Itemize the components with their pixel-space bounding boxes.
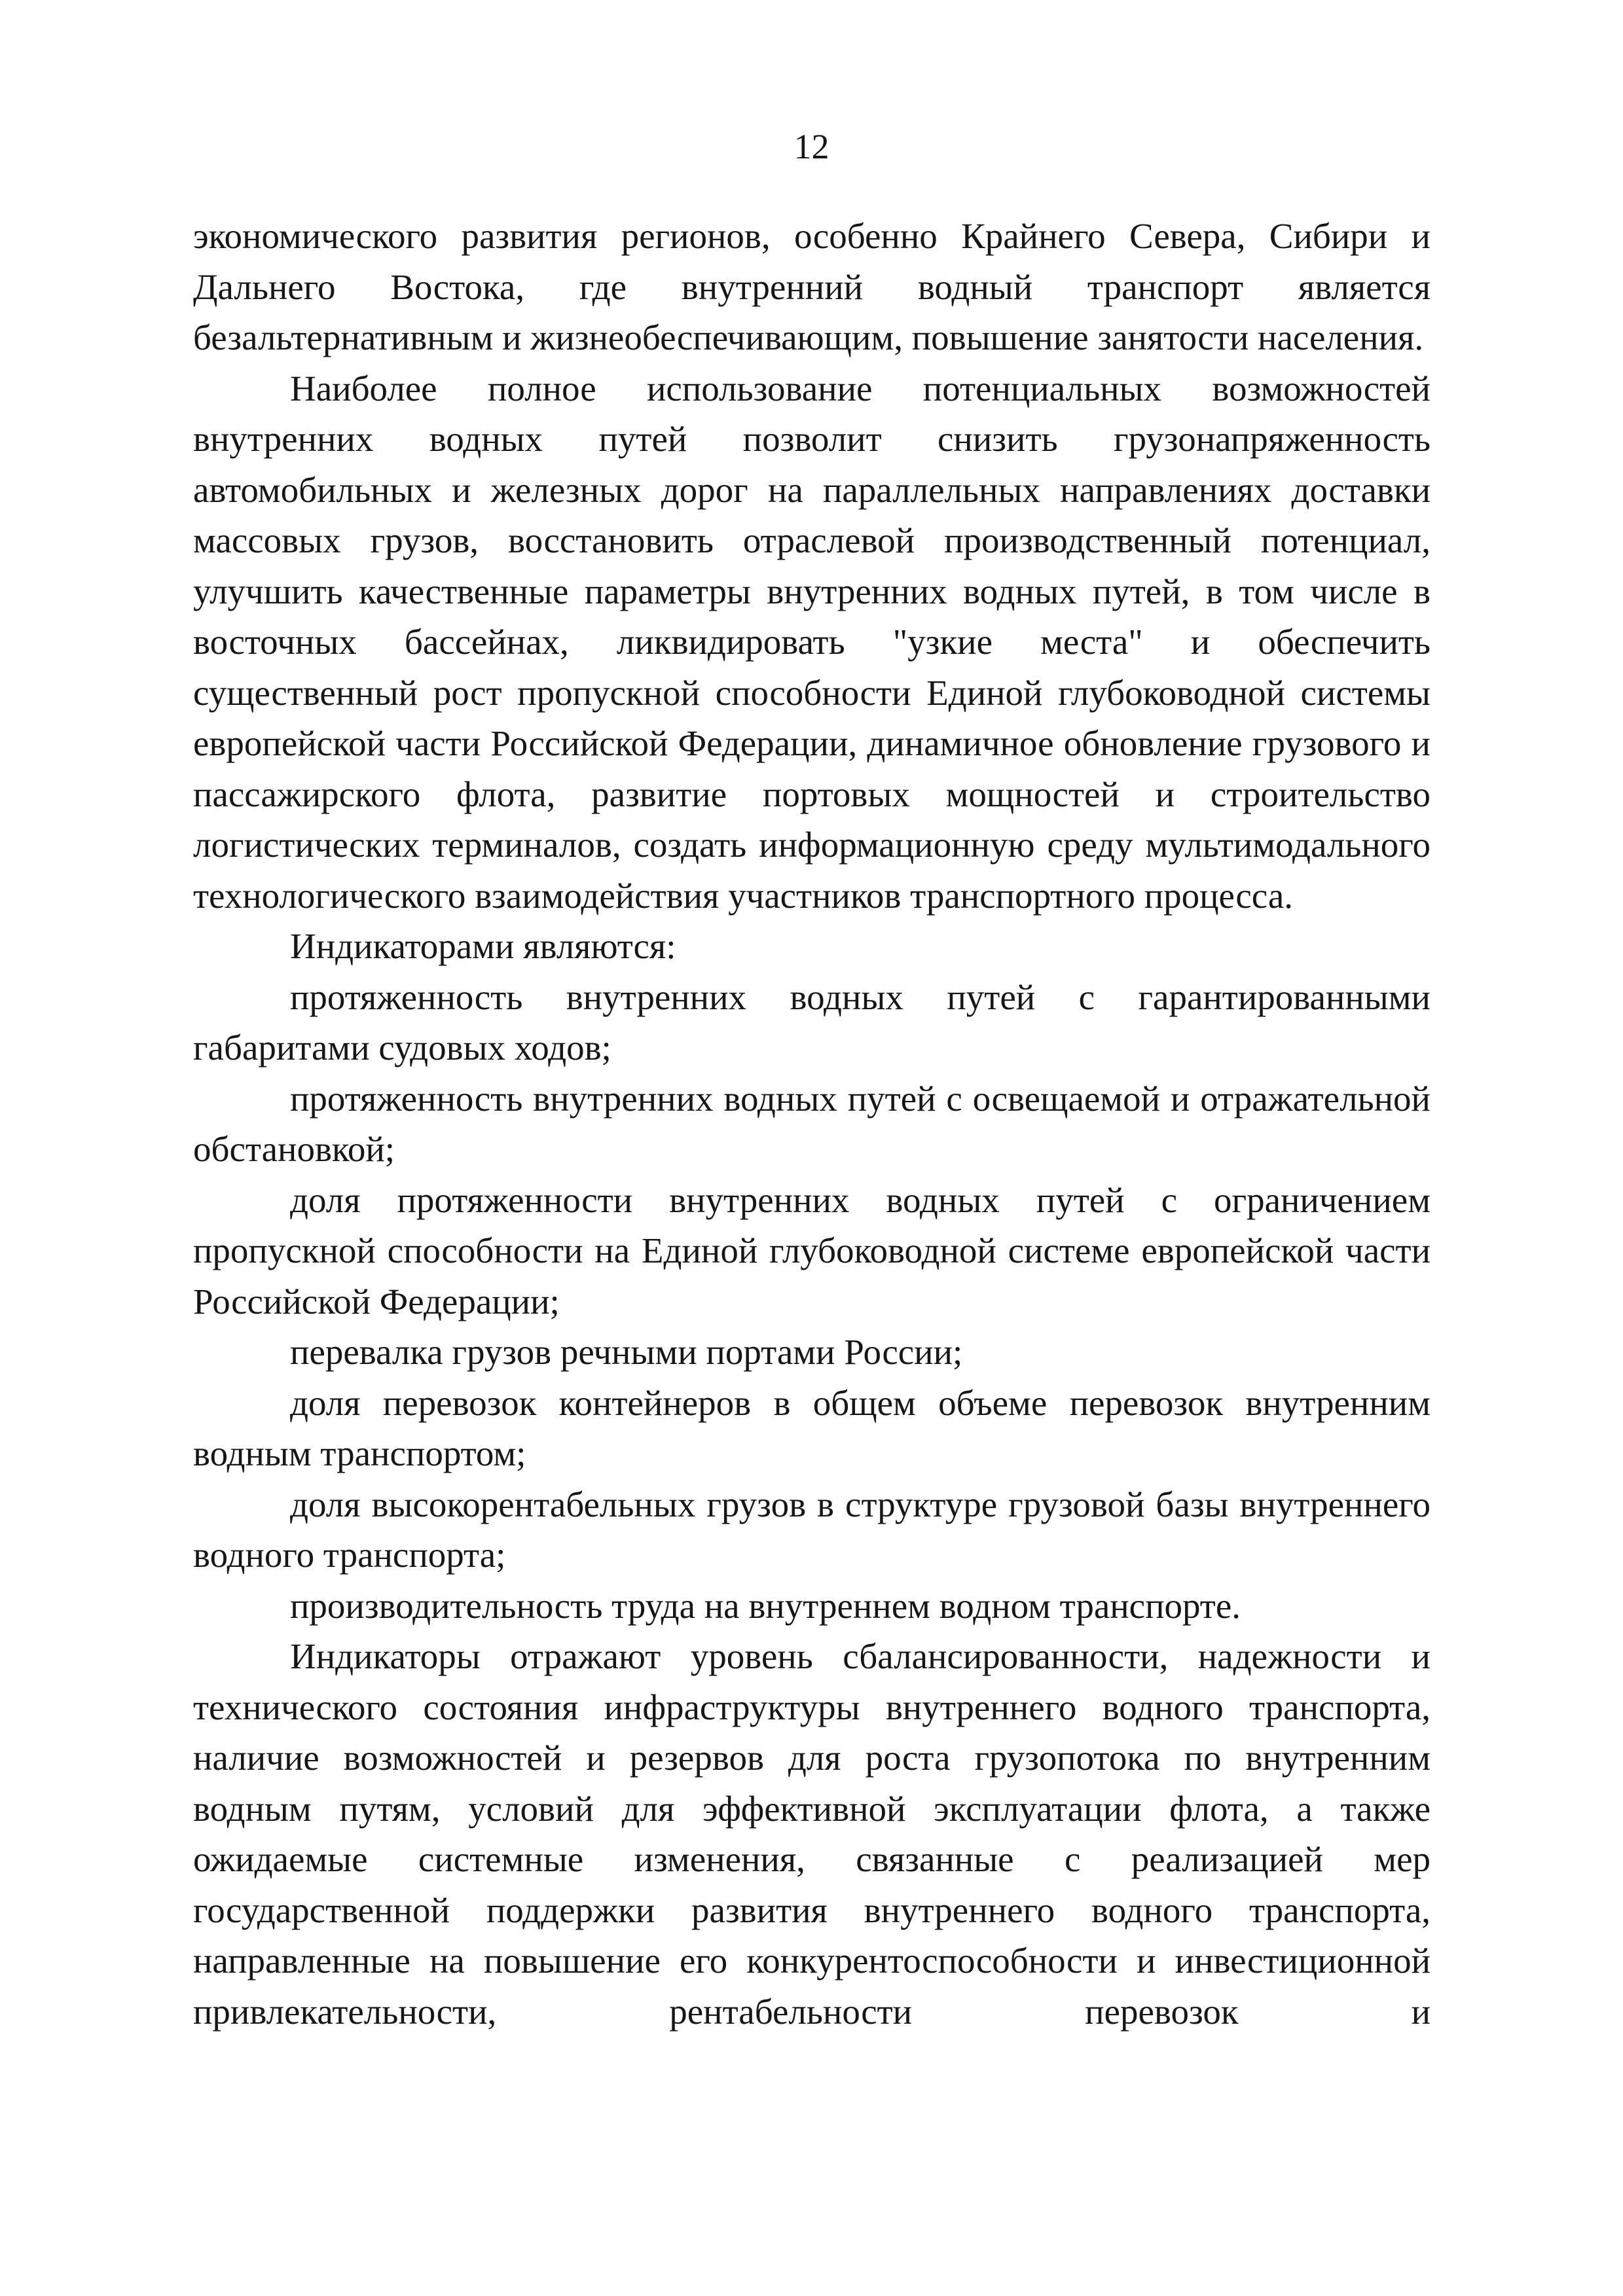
indicator-item: протяженность внутренних водных путей с гарантированными габаритами судовых ходов; bbox=[193, 977, 1431, 1067]
paragraph-continuation: экономического развития регионов, особенно Крайнего Севера, Сибири и Дальнего Востока, где внутренний водный транспорт является безальтернативным и жизнеобеспечивающим, повышение занятости населения. bbox=[193, 216, 1431, 357]
paragraph-waterways-potential: Наиболее полное использование потенциальных возможностей внутренних водных путей позволит снизить грузонапряженность автомобильных и железных дорог на параллельных направлениях доставки массовых грузов, восстановить отраслевой производственный потенциал, улучшить качественные параметры внутренних водных путей, в том числе в восточных бассейнах, ликвидировать "узкие места" и обеспечить существенный рост пропускной способности Единой глубоководной системы европейской части Российской Федерации, динамичное обновление грузового и пассажирского флота, развитие портовых мощностей и строительство логистических терминалов, создать информационную среду мультимодального технологического взаимодействия участников транспортного процесса. bbox=[193, 368, 1431, 916]
indicator-item: доля высокорентабельных грузов в структуре грузовой базы внутреннего водного транспорта; bbox=[193, 1484, 1431, 1575]
indicator-item: производительность труда на внутреннем водном транспорте. bbox=[290, 1585, 1241, 1626]
page-number: 12 bbox=[793, 127, 830, 166]
paragraph-indicators-intro: Индикаторами являются: bbox=[290, 926, 676, 966]
indicator-item: протяженность внутренних водных путей с освещаемой и отражательной обстановкой; bbox=[193, 1078, 1431, 1169]
indicator-item: доля перевозок контейнеров в общем объеме перевозок внутренним водным транспортом; bbox=[193, 1382, 1431, 1473]
body-text bbox=[193, 211, 1431, 2037]
indicator-item: перевалка грузов речными портами России; bbox=[290, 1332, 963, 1372]
indicator-item: доля протяженности внутренних водных путей с ограничением пропускной способности на Единой глубоководной системе европейской части Российской Федерации; bbox=[193, 1179, 1431, 1321]
paragraph-indicators-reflect: Индикаторы отражают уровень сбалансированности, надежности и технического состояния инфраструктуры внутреннего водного транспорта, наличие возможностей и резервов для роста грузопотока по внутренним водным путям, условий для эффективной эксплуатации флота, а также ожидаемые системные изменения, связанные с реализацией мер государственной поддержки развития внутреннего водного транспорта, направленные на повышение его конкурентоспособности и инвестиционной привлекательности, рентабельности перевозок и bbox=[193, 1636, 1431, 2032]
